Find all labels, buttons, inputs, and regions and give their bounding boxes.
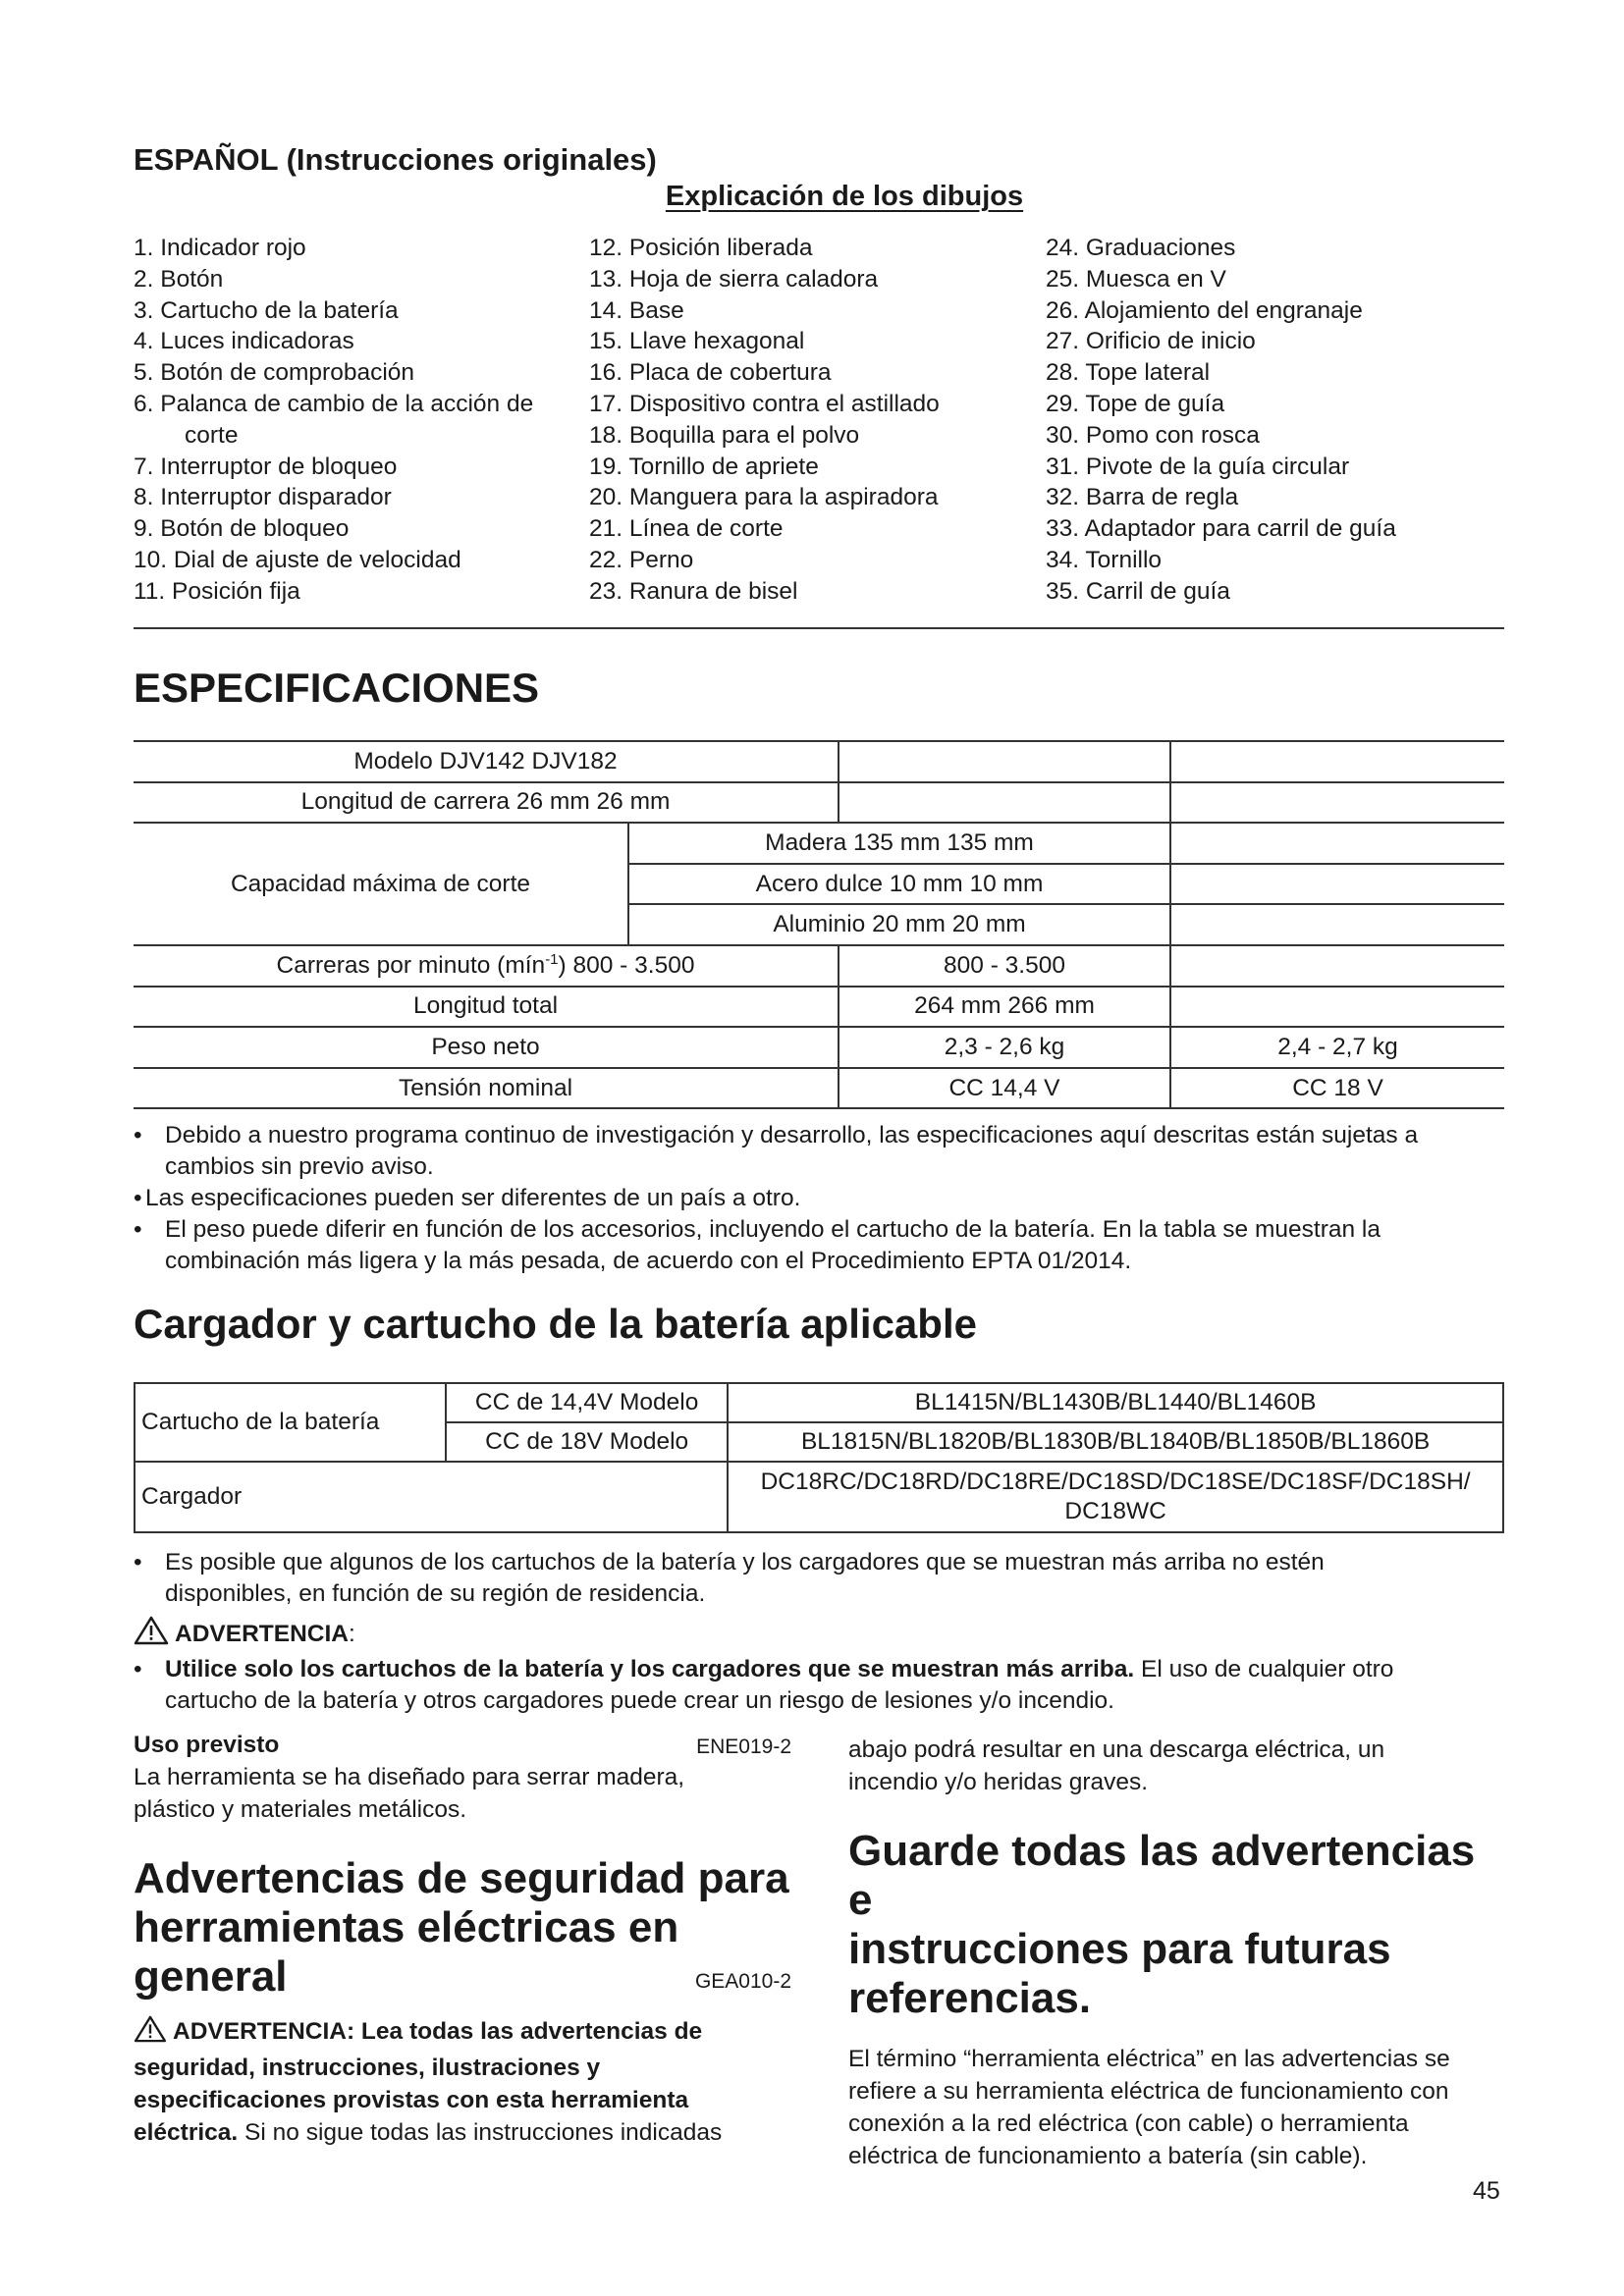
intended-use-text: plástico y materiales metálicos. <box>134 1796 467 1823</box>
note-text: disponibles, en función de su región de residencia. <box>165 1580 706 1607</box>
warning-bold-text: Utilice solo los cartuchos de la batería y los cargadores que se muestran más arriba. <box>165 1656 1135 1682</box>
legend-item: 3. Cartucho de la batería <box>134 296 399 324</box>
table-row <box>135 1462 1503 1532</box>
legend-column-1 <box>134 233 585 608</box>
list-item <box>134 1654 1508 1717</box>
spec-cell: 2,3 - 2,6 kg <box>839 1027 1170 1068</box>
bullet: • <box>134 1216 142 1243</box>
spec-cell <box>1170 823 1504 864</box>
safety-title-last-row <box>134 1952 791 2002</box>
table-row <box>134 782 1504 824</box>
legend-item: 35. Carril de guía <box>1046 577 1230 605</box>
spec-cell <box>839 741 1170 782</box>
legend-item: 16. Placa de cobertura <box>589 359 832 387</box>
spec-cell: CC 18 V <box>1170 1068 1504 1109</box>
legend-item: 1. Indicador rojo <box>134 235 306 261</box>
battery-notes <box>134 1547 1508 1717</box>
spec-cell <box>1170 945 1504 987</box>
spec-cell: Longitud total <box>134 987 839 1028</box>
safety-title-line: herramientas eléctricas en <box>134 1903 679 1951</box>
legend-column-3 <box>1046 233 1507 608</box>
specifications-table <box>134 740 1504 1109</box>
battery-cell: BL1815N/BL1820B/BL1830B/BL1840B/BL1850B/BL1860B <box>728 1422 1503 1462</box>
note-text: Es posible que algunos de los cartuchos de la batería y los cargadores que se muestran más arriba no estén <box>165 1549 1325 1575</box>
safety-code: GEA010-2 <box>694 1970 791 1993</box>
table-row <box>134 987 1504 1028</box>
intended-use-title: Uso previsto <box>134 1732 280 1758</box>
section-divider <box>134 627 1504 629</box>
save-warnings-section <box>848 1827 1506 2172</box>
spec-cell <box>839 782 1170 824</box>
spec-cell: CC 14,4 V <box>839 1068 1170 1109</box>
table-row <box>134 823 1504 864</box>
safety-warning-line <box>134 2015 791 2052</box>
battery-section-title: Cargador y cartucho de la batería aplicable <box>134 1301 977 1347</box>
bullet: • <box>134 1122 142 1148</box>
intended-use-section <box>134 1729 791 1826</box>
warning-text: cartucho de la batería y otros cargadores puede crear un riesgo de lesiones y/o incendio. <box>165 1687 1114 1714</box>
warning-colon: : <box>348 1621 355 1647</box>
battery-cell <box>728 1462 1503 1532</box>
spec-cell: 800 - 3.500 <box>839 945 1170 987</box>
save-warnings-title: instrucciones para futuras <box>848 1925 1391 1973</box>
legend-item: 5. Botón de comprobación <box>134 359 415 387</box>
spec-cell <box>134 945 839 987</box>
battery-cell: Cartucho de la batería <box>135 1383 446 1462</box>
legend-item: 21. Línea de corte <box>589 515 784 543</box>
safety-warning-line <box>134 2116 791 2149</box>
safety-title-line: general <box>134 1952 288 2001</box>
table-row <box>134 1068 1504 1109</box>
intended-use-text: La herramienta se ha diseñado para serrar madera, <box>134 1764 685 1790</box>
explanation-title-text: Explicación de los dibujos <box>665 181 1024 212</box>
spec-cell: Peso neto <box>134 1027 839 1068</box>
legend-item: 22. Perno <box>589 546 694 573</box>
safety-section <box>134 1854 791 2149</box>
note-text: combinación más ligera y la más pesada, de acuerdo con el Procedimiento EPTA 01/2014. <box>165 1248 1132 1274</box>
legend-item: 18. Boquilla para el polvo <box>589 421 860 449</box>
legend-item: 17. Dispositivo contra el astillado <box>589 390 940 417</box>
list-item <box>134 1214 1508 1277</box>
spec-cell: Longitud de carrera 26 mm 26 mm <box>134 782 839 824</box>
note-text: cambios sin previo aviso. <box>165 1153 434 1180</box>
term-text: conexión a la red eléctrica (con cable) o herramienta <box>848 2110 1409 2137</box>
safety-warning-line: especificaciones provistas con esta herramienta <box>134 2087 689 2113</box>
table-row <box>134 945 1504 987</box>
legend-item: 6. Palanca de cambio de la acción de <box>134 390 534 417</box>
list-item <box>134 1183 1508 1214</box>
term-definition <box>848 2043 1506 2172</box>
legend-item: 11. Posición fija <box>134 577 300 605</box>
legend-item: 30. Pomo con rosca <box>1046 421 1260 449</box>
battery-cell: Cargador <box>135 1462 728 1532</box>
spec-cell <box>1170 904 1504 945</box>
bullet: • <box>134 1549 142 1575</box>
legend-item: 20. Manguera para la aspiradora <box>589 484 939 511</box>
legend-item: 31. Pivote de la guía circular <box>1046 453 1350 480</box>
note-text: El peso puede diferir en función de los accesorios, incluyendo el cartucho de la batería. En la tabla se muestran la <box>165 1216 1380 1243</box>
legend-item: 7. Interruptor de bloqueo <box>134 453 398 480</box>
language-title: ESPAÑOL (Instrucciones originales) <box>134 142 657 177</box>
safety-warning <box>134 2015 791 2149</box>
safety-warning-line: seguridad, instrucciones, ilustraciones y <box>134 2055 601 2081</box>
list-item <box>134 1547 1508 1610</box>
spec-cell: 2,4 - 2,7 kg <box>1170 1027 1504 1068</box>
legend-item: 23. Ranura de bisel <box>589 577 798 605</box>
spec-cell <box>1170 987 1504 1028</box>
legend-item: 33. Adaptador para carril de guía <box>1046 515 1396 543</box>
specifications-title: ESPECIFICACIONES <box>134 665 540 711</box>
explanation-title <box>0 181 1624 213</box>
spec-cell: Capacidad máxima de corte <box>134 823 628 945</box>
table-row <box>135 1383 1503 1422</box>
spec-cell <box>1170 782 1504 824</box>
list-item <box>134 1120 1508 1183</box>
legend-item: 4. Luces indicadoras <box>134 328 354 355</box>
term-text: El término “herramienta eléctrica” en las advertencias se <box>848 2046 1450 2072</box>
table-row <box>134 741 1504 782</box>
legend-item: 12. Posición liberada <box>589 235 813 261</box>
legend-item: 26. Alojamiento del engranaje <box>1046 296 1363 324</box>
legend-item: 29. Tope de guía <box>1046 390 1225 417</box>
spm-superscript: -1 <box>545 951 559 969</box>
spec-cell: 264 mm 266 mm <box>839 987 1170 1028</box>
warning-rest-text: El uso de cualquier otro <box>1134 1656 1394 1682</box>
spec-cell: Aluminio 20 mm 20 mm <box>628 904 1170 945</box>
legend-item: 10. Dial de ajuste de velocidad <box>134 546 461 573</box>
legend-item: 32. Barra de regla <box>1046 484 1239 511</box>
page-number: 45 <box>1473 2177 1500 2205</box>
spec-notes <box>134 1120 1508 1277</box>
legend-item: 13. Hoja de sierra caladora <box>589 265 879 293</box>
continuation-text: abajo podrá resultar en una descarga eléctrica, un <box>848 1736 1385 1763</box>
warning-label: ADVERTENCIA <box>175 1621 349 1647</box>
spec-cell: Madera 135 mm 135 mm <box>628 823 1170 864</box>
legend-item: 19. Tornillo de apriete <box>589 453 819 480</box>
save-warnings-title: Guarde todas las advertencias e <box>848 1827 1476 1924</box>
warning-text <box>165 1654 1508 1685</box>
intended-use-heading <box>134 1729 791 1761</box>
legend-item: 28. Tope lateral <box>1046 359 1211 387</box>
battery-cell: CC de 18V Modelo <box>446 1422 728 1462</box>
legend-item: 25. Muesca en V <box>1046 265 1226 293</box>
legend-item: 34. Tornillo <box>1046 546 1163 573</box>
battery-cell: BL1415N/BL1430B/BL1440/BL1460B <box>728 1383 1503 1422</box>
note-text: Las especificaciones pueden ser diferentes de un país a otro. <box>145 1185 801 1211</box>
charger-models: DC18WC <box>1064 1498 1166 1524</box>
save-warnings-title: referencias. <box>848 1974 1092 2022</box>
spec-cell: Acero dulce 10 mm 10 mm <box>628 864 1170 905</box>
legend-item: 8. Interruptor disparador <box>134 484 392 511</box>
battery-cell: CC de 14,4V Modelo <box>446 1383 728 1422</box>
spm-value: ) 800 - 3.500 <box>558 952 695 980</box>
spec-cell <box>1170 741 1504 782</box>
legend-column-2 <box>589 233 1041 608</box>
legend-item: 14. Base <box>589 296 684 324</box>
bullet: • <box>134 1185 142 1211</box>
safety-warning-bold: eléctrica. <box>134 2119 239 2146</box>
term-text: refiere a su herramienta eléctrica de funcionamiento con <box>848 2078 1449 2105</box>
legend-item: 24. Graduaciones <box>1046 235 1236 261</box>
spec-cell: Tensión nominal <box>134 1068 839 1109</box>
legend-item-continuation: corte <box>185 421 239 449</box>
continuation-text: incendio y/o heridas graves. <box>848 1769 1149 1795</box>
spm-label: Carreras por minuto (mín <box>276 952 546 980</box>
charger-models: DC18RC/DC18RD/DC18RE/DC18SD/DC18SE/DC18SF/DC18SH/ <box>760 1468 1471 1495</box>
battery-table <box>134 1382 1504 1533</box>
legend-item: 15. Llave hexagonal <box>589 328 805 355</box>
warning-heading <box>134 1616 1508 1654</box>
right-column-continuation <box>848 1734 1506 1798</box>
warning-triangle-icon <box>134 1616 169 1654</box>
bullet: • <box>134 1656 142 1682</box>
note-text: Debido a nuestro programa continuo de investigación y desarrollo, las especificaciones aquí descritas están sujetas a <box>165 1122 1419 1148</box>
warning-triangle-icon <box>134 2015 167 2052</box>
legend-item: 9. Botón de bloqueo <box>134 515 350 543</box>
table-row <box>134 1027 1504 1068</box>
spec-cell <box>1170 864 1504 905</box>
legend-item: 27. Orificio de inicio <box>1046 328 1256 355</box>
safety-warning-text: ADVERTENCIA: Lea todas las advertencias de <box>173 2018 703 2045</box>
safety-warning-rest: Si no sigue todas las instrucciones indicadas <box>238 2119 723 2146</box>
legend-item: 2. Botón <box>134 265 224 293</box>
term-text: eléctrica de funcionamiento a batería (sin cable). <box>848 2143 1368 2169</box>
intended-use-code: ENE019-2 <box>696 1735 791 1758</box>
spec-cell: Modelo DJV142 DJV182 <box>134 741 839 782</box>
safety-title-line: Advertencias de seguridad para <box>134 1854 789 1902</box>
